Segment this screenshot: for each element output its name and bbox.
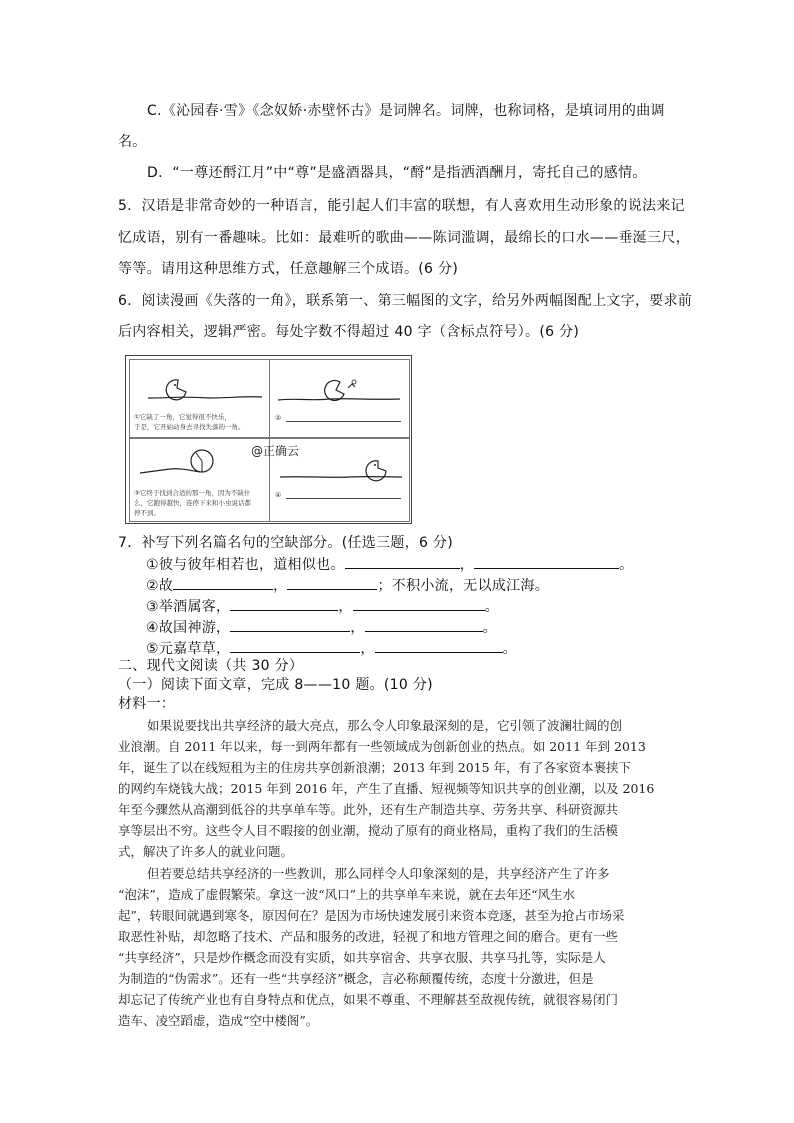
q7-item-5-blank-2[interactable] xyxy=(375,638,503,653)
comic-caption-1-line1: ①它缺了一角，它觉得很不快乐， xyxy=(134,413,231,421)
q7-item-3-sep: ， xyxy=(338,599,353,615)
section-2-title: 二、现代文阅读（共 30 分） xyxy=(118,658,304,674)
option-c-line1: C.《沁园春·雪》《念奴娇·赤壁怀古》是词牌名。词牌，也称词格，是填词用的曲调 xyxy=(147,103,665,119)
q7-item-1-sep: ， xyxy=(459,557,475,573)
para1-line: 年，诞生了以在线短租为主的住房共享创新浪潮；2013 年到 2015 年，有了各家资本裹挟下 xyxy=(118,760,632,775)
para2-line: 起”，转眼间就遇到寒冬，原因何在？是因为市场快速发展引来资本竞逐，甚至为抢占市场采 xyxy=(118,908,625,923)
pacman-walking-illustration xyxy=(130,360,269,410)
comic-caption-3-line1: ③它终于找到合适的那一角，因为不缺什 xyxy=(134,489,251,497)
q7-item-2-blank-1[interactable] xyxy=(173,575,273,590)
q7-item-5-text: ⑤元嘉草草， xyxy=(146,641,231,657)
q7-item-1-end: 。 xyxy=(619,557,634,573)
option-c-line2: 名。 xyxy=(118,134,147,150)
para1-line: 的网约车烧钱大战；2015 年到 2016 年，产生了直播、短视频等知识共享的创业潮，以及 2016 xyxy=(118,781,655,796)
para1-line: 年至今骤然从高潮到低谷的共享单车等。此外，还有生产制造共享、劳务共享、科研资源共 xyxy=(118,802,619,817)
q7-item-4-end: 。 xyxy=(482,620,497,636)
comic-figure xyxy=(125,355,412,524)
q7-item-3-text: ③举酒属客， xyxy=(146,599,231,615)
comic-caption-1-line2: 于是，它开始动身去寻找失落的一角。 xyxy=(134,423,245,431)
q7-item-2-sep: ， xyxy=(273,578,288,594)
comic-caption-2-blank xyxy=(286,421,401,422)
para1-line: 如果说要找出共享经济的最大亮点，那么令人印象最深刻的是，它引领了波澜壮阔的创 xyxy=(147,718,623,733)
comic-panel-1 xyxy=(129,359,270,438)
q7-item-2 xyxy=(146,575,549,596)
comic-caption-4-number: ④ xyxy=(275,491,282,499)
comic-panel-2 xyxy=(269,359,410,438)
comic-panel-3 xyxy=(129,438,270,522)
para2-line: 取恶性补贴，却忽略了技术、产品和服务的改进，轻视了和地方管理之间的磨合。更有一些 xyxy=(118,929,619,944)
q7-item-3 xyxy=(146,596,499,617)
para1-line: 式，解决了许多人的就业问题。 xyxy=(118,844,294,859)
q7-item-2-end: ；不积小流，无以成江海。 xyxy=(377,578,550,594)
pacman-with-bug-illustration xyxy=(270,360,409,410)
para2-line: “共享经济”，只是炒作概念而没有实质，如共享宿舍、共享衣服、共享马扎等，实际是人 xyxy=(118,950,606,965)
q7-item-5-end: 。 xyxy=(502,641,517,657)
q7-item-2-blank-2[interactable] xyxy=(287,575,377,590)
para2-line: 但若要总结共享经济的一些教训，那么同样令人印象深刻的是，共享经济产生了许多 xyxy=(147,866,610,881)
q7-item-4 xyxy=(146,617,497,638)
question-6-line2: 后内容相关，逻辑严密。每处字数不得超过 40 字（含标点符号）。(6 分) xyxy=(118,324,580,340)
q7-item-2-text: ②故 xyxy=(146,578,174,594)
q7-item-4-text: ④故国神游， xyxy=(146,620,231,636)
question-6-line1: 6．阅读漫画《失落的一角》，联系第一、第三幅图的文字，给另外两幅图配上文字，要求前 xyxy=(118,293,693,309)
q7-item-1-text: ①彼与彼年相若也，道相似也。 xyxy=(146,557,345,573)
section-2-subtitle: （一）阅读下面文章，完成 8——10 题。(10 分) xyxy=(118,677,433,693)
para1-line: 享等层出不穷。这些令人目不暇接的创业潮，搅动了原有的商业格局，重构了我们的生活模 xyxy=(118,823,619,838)
para2-line: 却忘记了传统产业也有自身特点和优点，如果不尊重、不理解甚至敌视传统，就很容易闭门 xyxy=(118,992,619,1007)
q7-item-4-sep: ， xyxy=(350,620,365,636)
q7-item-4-blank-2[interactable] xyxy=(365,617,483,632)
para2-line: 为制造的“伪需求”。还有一些“共享经济”概念，言必称颠覆传统，态度十分激进，但是 xyxy=(118,971,594,986)
q7-item-1-blank-2[interactable] xyxy=(474,554,619,569)
q7-item-3-blank-2[interactable] xyxy=(353,596,485,611)
question-5-line2: 忆成语，别有一番趣味。比如：最难听的歌曲——陈词滥调，最绵长的口水——垂涎三尺， xyxy=(118,230,690,246)
question-5-line3: 等等。请用这种思维方式，任意趣解三个成语。(6 分) xyxy=(118,261,459,277)
comic-caption-3-line2: 么，它跑得越快，连停下来和小虫说话都 xyxy=(134,499,251,507)
comic-caption-3-line3: 停不到。 xyxy=(134,509,160,517)
para2-line: 造车、凌空蹈虚，造成“空中楼阁”。 xyxy=(118,1013,319,1028)
q7-item-1-blank-1[interactable] xyxy=(345,554,460,569)
watermark: @正确云 xyxy=(251,444,300,458)
option-d: D．“一尊还酹江月”中“尊”是盛酒器具，“酹”是指洒酒酬月，寄托自己的感情。 xyxy=(147,165,647,181)
para1-line: 业浪潮。自 2011 年以来，每一到两年都有一些领域成为创新创业的热点。如 2011 年到 2013 xyxy=(118,739,646,754)
question-7-title: 7．补写下列名篇名句的空缺部分。(任选三题，6 分) xyxy=(118,535,453,551)
para2-line: “泡沫”，造成了虚假繁荣。拿这一波“风口”上的共享单车来说，就在去年还“风生水 xyxy=(118,887,575,902)
q7-item-1 xyxy=(146,554,633,575)
q7-item-3-blank-1[interactable] xyxy=(230,596,338,611)
comic-caption-2-number: ② xyxy=(275,414,282,422)
material-label: 材料一： xyxy=(118,696,176,712)
q7-item-5-blank-1[interactable] xyxy=(230,638,360,653)
q7-item-3-end: 。 xyxy=(484,599,499,615)
question-5-line1: 5．汉语是非常奇妙的一种语言，能引起人们丰富的联想，有人喜欢用生动形象的说法来记 xyxy=(118,198,685,214)
pacman-complete-illustration xyxy=(130,439,269,489)
q7-item-4-blank-1[interactable] xyxy=(230,617,350,632)
q7-item-5-sep: ， xyxy=(360,641,375,657)
comic-caption-4-blank xyxy=(286,498,401,499)
